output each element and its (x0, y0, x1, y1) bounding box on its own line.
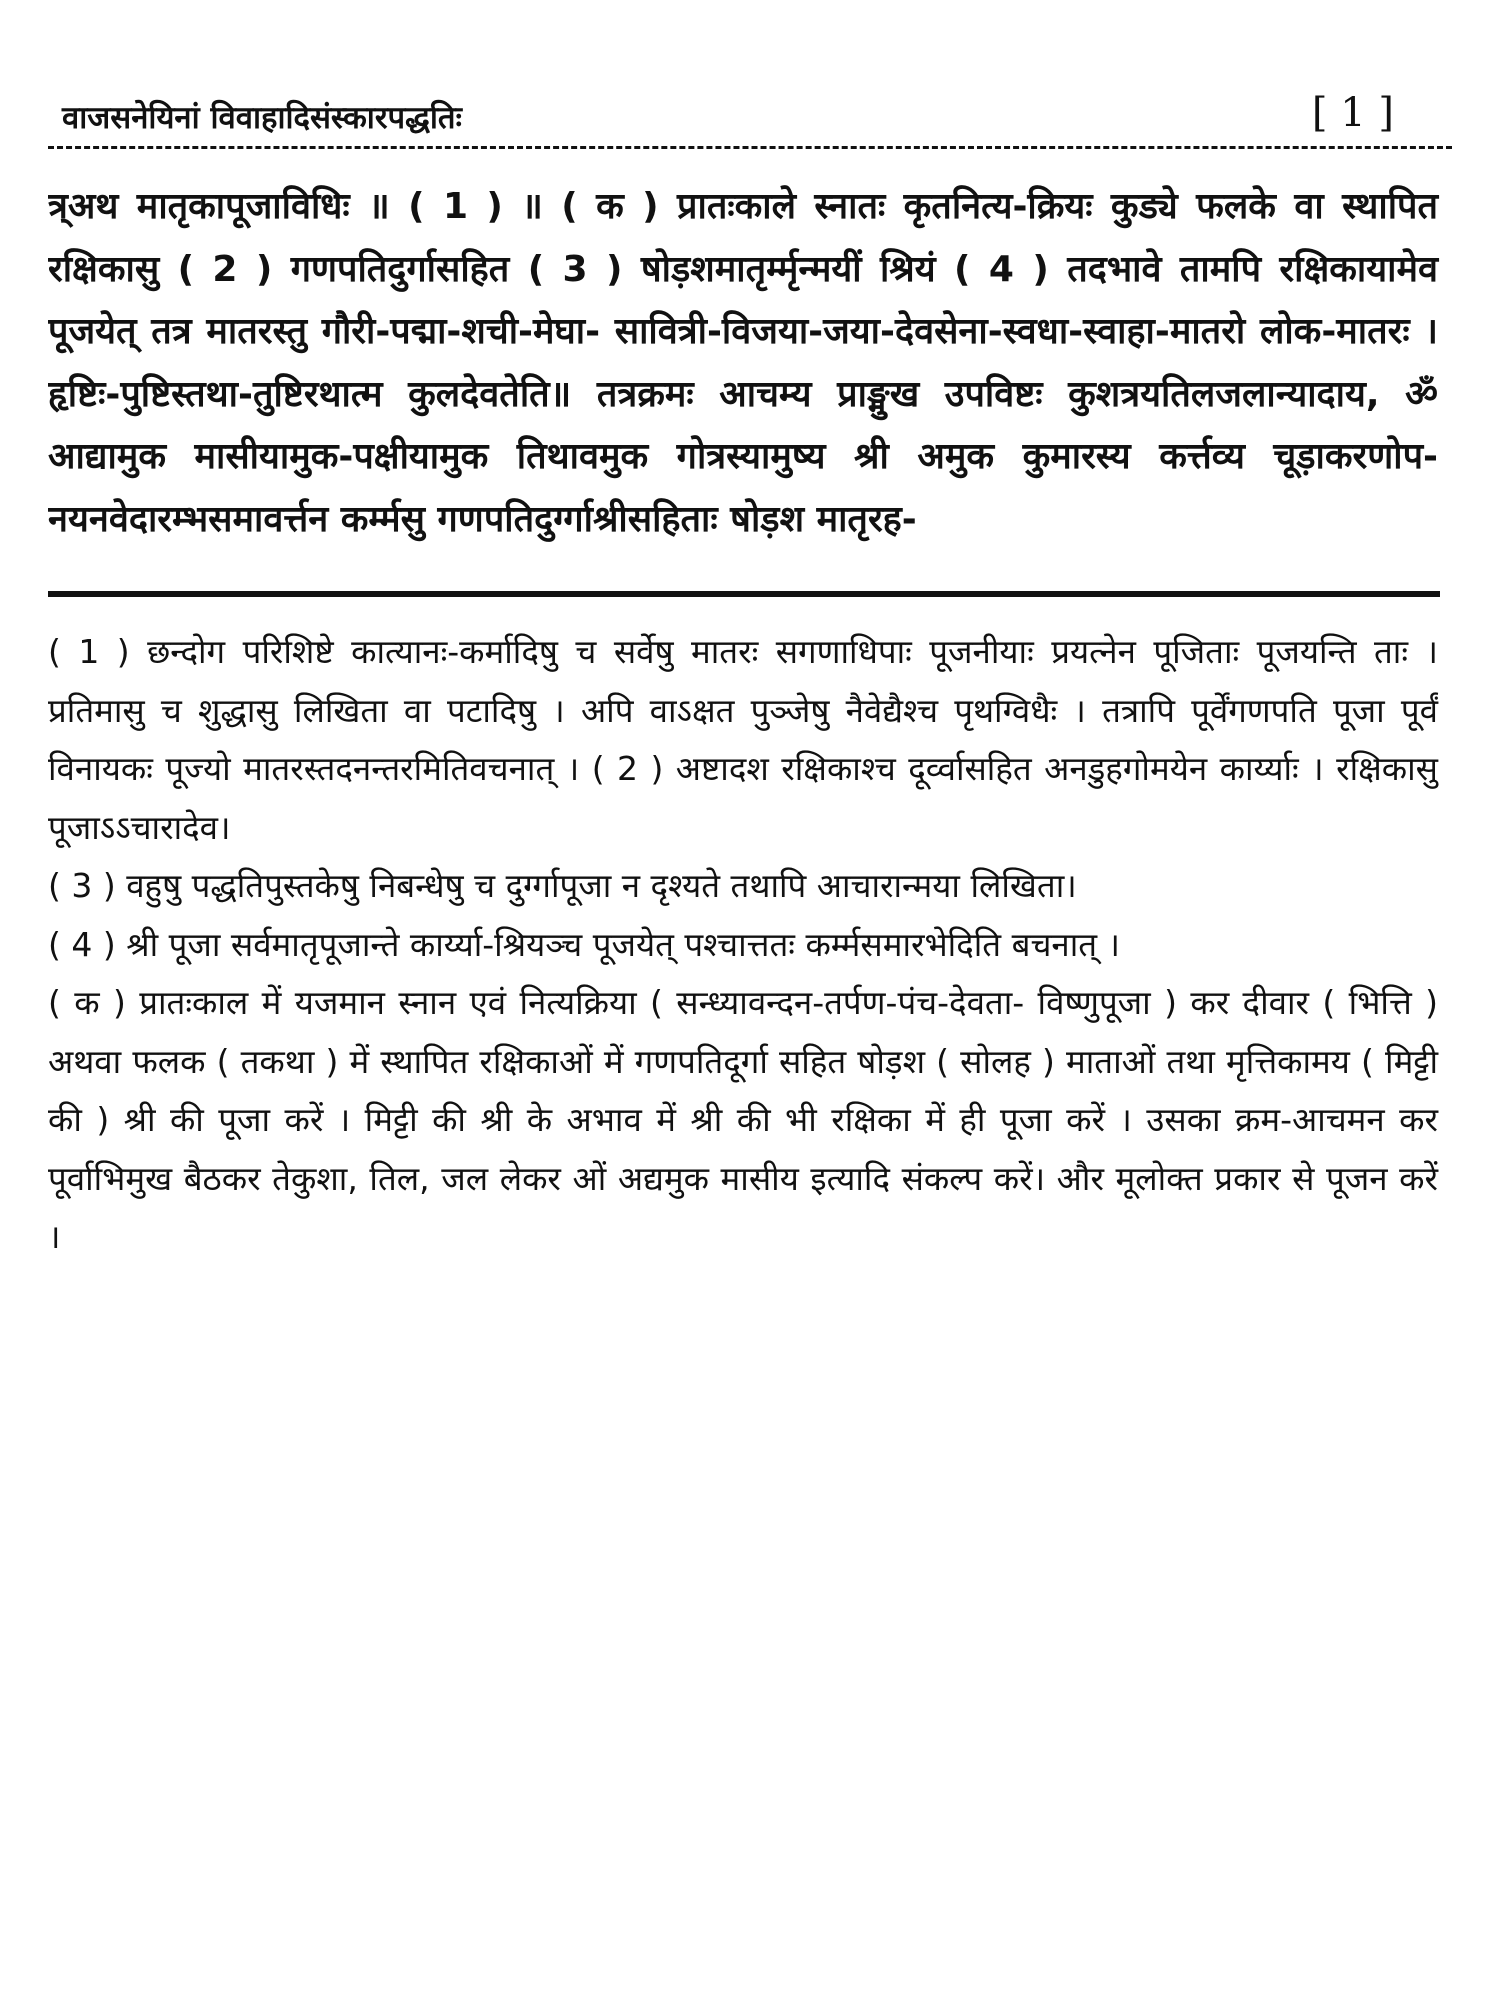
footnote-ka-hindi: ( क ) प्रातःकाल में यजमान स्नान एवं नित्यक्रिया ( सन्ध्यावन्दन-तर्पण-पंच-देवता- विष्णुपूजा ) कर दीवार ( भित्ति ) अथवा फलक ( तकथा ) में स्थापित रक्षिकाओं में गणपतिदूर्गा सहित षोड़श ( सोलह ) माताओं तथा मृत्तिकामय ( मिट्टी की ) श्री की पूजा करें । मिट्टी की श्री के अभाव में श्री की भी रक्षिका में ही पूजा करें । उसका क्रम-आचमन कर पूर्वाभिमुख बैठकर तेकुशा, तिल, जल लेकर ओं अद्यमुक मासीय इत्यादि संकल्प करें। और मूलोक्त प्रकार से पूजन करें । (48, 983, 1438, 1256)
footnote-4: ( 4 ) श्री पूजा सर्वमातृपूजान्ते कार्य्या-श्रियञ्च पूजयेत् पश्चात्ततः कर्म्मसमारभेदिति बचनात् । (48, 924, 1121, 964)
footnote-1-2: ( 1 ) छन्दोग परिशिष्टे कात्यानः-कर्मादिषु च सर्वेषु मातरः सगणाधिपाः पूजनीयाः प्रयत्नेन पूजिताः पूजयन्ति ताः । प्रतिमासु च शुद्धासु लिखिता वा पटादिषु । अपि वाऽक्षत पुञ्जेषु नैवेद्यैश्च पृथग्विधैः । तत्रापि पूर्वेंगणपति पूजा पूर्वं विनायकः पूज्यो मातरस्तदनन्तरमितिवचनात् । ( 2 ) अष्टादश रक्षिकाश्च दूर्व्वासहित अनडुहगोमयेन कार्य्याः । रक्षिकासु पूजाऽऽचारादेव। (48, 632, 1438, 847)
document-page (48, 90, 1452, 1960)
header-dashed-rule (48, 146, 1452, 149)
main-paragraph: त्र्अथ मातृकापूजाविधिः ॥ ( 1 ) ॥ ( क ) प्रातःकाले स्नातः कृतनित्य-क्रियः कुड्ये फलके वा स्थापित रक्षिकासु ( 2 ) गणपतिदुर्गासहित ( 3 ) षोड़शमातृर्म्मृन्मयीं श्रियं ( 4 ) तदभावे तामपि रक्षिकायामेव पूजयेत् तत्र मातरस्तु गौरी-पद्मा-शची-मेघा- सावित्री-विजया-जया-देवसेना-स्वधा-स्वाहा-मातरो लोक-मातरः । हृष्टिः-पुष्टिस्तथा-तुष्टिरथात्म कुलदेवतेति॥ तत्रक्रमः आचम्य प्राङ्मुख उपविष्टः कुशत्रयतिलजलान्यादाय, ॐ आद्यामुक मासीयामुक-पक्षीयामुक तिथावमुक गोत्रस्यामुष्य श्री अमुक कुमारस्य कर्त्तव्य चूड़ाकरणोप-नयनवेदारम्भसमावर्त्तन कर्म्मसु गणपतिदुर्ग्गाश्रीसहिताः षोड़श मातृरह- (48, 186, 1438, 540)
main-sanskrit-text (48, 176, 1452, 551)
footnote-divider (48, 591, 1440, 597)
running-title: वाजसनेयिनां विवाहादिसंस्कारपद्धतिः (62, 100, 462, 136)
footnotes (48, 623, 1452, 1267)
page-number: [ 1 ] (1311, 90, 1394, 136)
page-header (48, 90, 1452, 154)
footnote-3: ( 3 ) वहुषु पद्धतिपुस्तकेषु निबन्धेषु च दुर्ग्गापूजा न दृश्यते तथापि आचारान्मया लिखिता। (48, 866, 1077, 905)
